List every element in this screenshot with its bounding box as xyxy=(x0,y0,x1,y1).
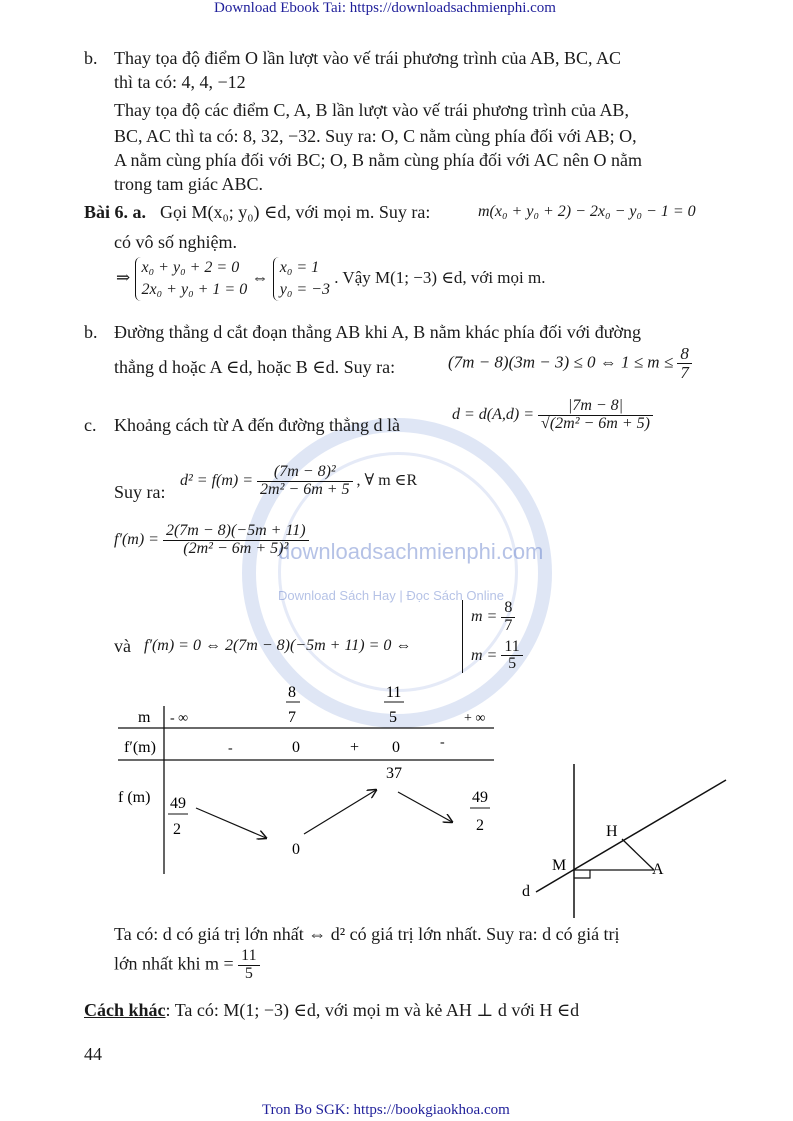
alt-text: : Ta có: M(1; −3) ∈d, với mọi m và kẻ AH ⊥ d với H ∈d xyxy=(165,1000,580,1020)
conclusion-line2: lớn nhất khi m = $\frac{11}{5}$ xyxy=(114,948,260,983)
f-max-value: 37 xyxy=(386,765,402,782)
part-b5-line5: A nằm cùng phía đối với BC; O, B nằm cùng phía đối với AC nên O nằm xyxy=(114,150,642,170)
part-b6-line2: thẳng d hoặc A ∈d, hoặc B ∈d. Suy ra: xyxy=(114,357,396,377)
part-b5-line2: thì ta có: 4, 4, −12 xyxy=(114,72,246,92)
derivative-zero: f′(m) = 0 ⇔ 2(7m − 8)(−5m + 11) = 0 ⇔ xyxy=(144,637,412,654)
row-fprime-label: f′(m) xyxy=(124,739,156,756)
alt-label: Cách khác xyxy=(84,1000,166,1020)
figure-line-d xyxy=(536,780,726,892)
equiv-symbol: ⇔ xyxy=(251,267,269,287)
part-b5-line6: trong tam giác ABC. xyxy=(114,174,263,194)
label-M: M xyxy=(552,857,567,874)
fraction-8-7: $\frac{8}{7}$ xyxy=(677,345,692,382)
part-c6-line1: Khoảng cách từ A đến đường thẳng d là xyxy=(114,415,400,435)
part-b5-line1: Thay tọa độ điểm O lần lượt vào vế trái phương trình của AB, BC, AC xyxy=(114,48,621,68)
f-left-num: 49 xyxy=(170,795,186,812)
implies-symbol: ⇒ xyxy=(116,267,131,287)
derivative-formula: f′(m) = $\frac{2(7m - 8)(-5m + 11)}{\text{(2m² − 6m + 5)²}}$ xyxy=(114,523,309,558)
m-neg-inf: - ∞ xyxy=(170,711,189,726)
part-c6-label: c. xyxy=(84,415,97,435)
part-b5-line4: BC, AC thì ta có: 8, 32, −32. Suy ra: O, C nằm cùng phía đối với AB; O, xyxy=(114,126,637,146)
fp-sign-3: - xyxy=(440,735,445,750)
fp-zero-1: 0 xyxy=(292,739,300,756)
f-left-den: 2 xyxy=(173,821,181,838)
f-right-den: 2 xyxy=(476,817,484,834)
f-right-num: 49 xyxy=(472,789,488,806)
arrow-decrease-2 xyxy=(398,792,452,822)
header-link[interactable]: Download Ebook Tai: https://downloadsachmienphi.com xyxy=(214,0,556,16)
page-number: 44 xyxy=(84,1044,102,1064)
bai6-equation: m(x₀ + y₀ + 2) − 2x₀ − y₀ − 1 = 0 xyxy=(478,203,696,220)
label-H: H xyxy=(606,823,618,840)
part-c6-line2: Suy ra: xyxy=(114,482,166,502)
m-7: 7 xyxy=(288,709,296,726)
part-b6-line1: Đường thẳng d cắt đoạn thẳng AB khi A, B nằm khác phía đối với đường xyxy=(114,322,642,342)
figure-right-angle xyxy=(574,870,590,878)
fp-zero-2: 0 xyxy=(392,739,400,756)
part-b6-label: b. xyxy=(84,322,98,342)
alt-method xyxy=(84,998,579,1022)
fp-sign-1: - xyxy=(228,741,233,756)
figure-segment-AH xyxy=(622,839,654,870)
system-2: x₀ = 1 y₀ = −3 xyxy=(273,257,330,301)
arrow-increase xyxy=(304,790,376,834)
distance-formula: d = d(A,d) = $\frac{|7m - 8|}{\text{√(2m² − 6m + 5)}}$ xyxy=(452,398,653,433)
m-pos-inf: + ∞ xyxy=(464,711,486,726)
fp-sign-2: + xyxy=(350,739,360,756)
label-A: A xyxy=(652,861,664,878)
footer-link[interactable]: Tron Bo SGK: https://bookgiaokhoa.com xyxy=(262,1102,510,1118)
m-11: 11 xyxy=(386,684,402,701)
roots-bracket: m = $\frac{8}{7}$ m = $\frac{11}{5}$ xyxy=(462,600,523,673)
arrow-decrease-1 xyxy=(196,808,266,838)
conclusion-line1: Ta có: d có giá trị lớn nhất ⇔ d² có giá trị lớn nhất. Suy ra: d có giá trị xyxy=(114,924,620,944)
f-formula: d² = f(m) = $\frac{\text{(7m − 8)²}}{\text{2m² − 6m + 5}}$ , ∀ m ∈R xyxy=(180,463,418,498)
watermark-tagline: Download Sách Hay | Đọc Sách Online xyxy=(278,588,504,603)
part-b5-line3: Thay tọa độ các điểm C, A, B lần lượt vào vế trái phương trình của AB, xyxy=(114,100,629,120)
and-word: và xyxy=(114,636,131,656)
label-d: d xyxy=(522,883,530,900)
f-min-value: 0 xyxy=(292,841,300,858)
bai6-label: Bài 6. a. xyxy=(84,202,147,222)
watermark-site: downloadsachmienphi.com xyxy=(278,539,544,564)
m-8: 8 xyxy=(288,684,296,701)
m-5: 5 xyxy=(389,709,397,726)
part-b5-label: b. xyxy=(84,48,98,68)
row-m-label: m xyxy=(138,709,151,726)
part-b6-inequality: (7m − 8)(3m − 3) ≤ 0 ⇔ 1 ≤ m ≤ $\frac{8}{7}$ xyxy=(448,345,692,382)
bai6-line2: có vô số nghiệm. xyxy=(114,232,237,252)
row-f-label: f (m) xyxy=(118,789,151,806)
system-1: x₀ + y₀ + 2 = 0 2x₀ + y₀ + 1 = 0 xyxy=(135,257,248,301)
bai6-line1: Gọi M(x₀; y₀) ∈d, với mọi m. Suy ra: xyxy=(160,202,431,222)
bai6-conclusion: . Vậy M(1; −3) ∈d, với mọi m. xyxy=(334,267,546,287)
